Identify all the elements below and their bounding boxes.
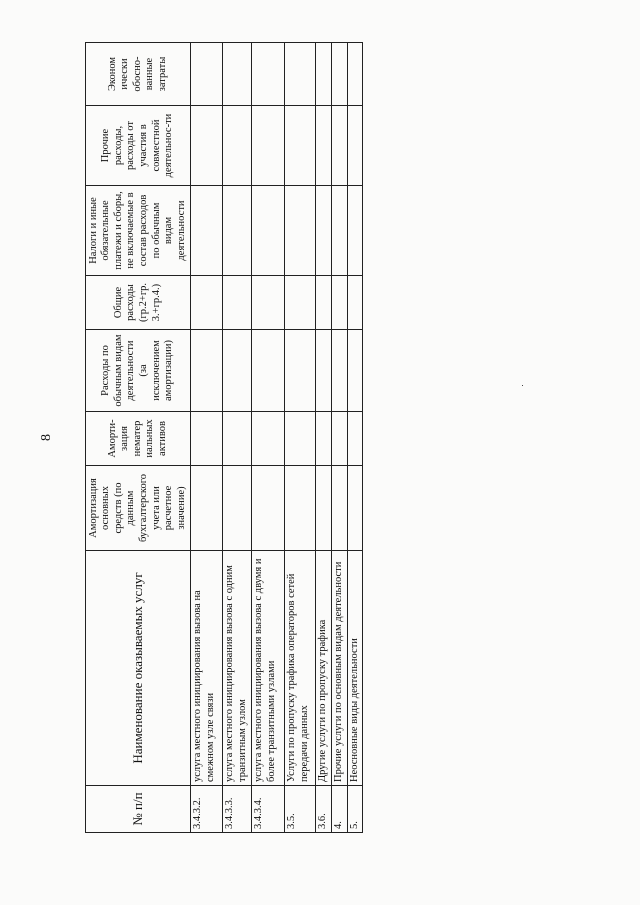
header-fixed-assets-depreciation: Амортизация основных средств (по данным бухгалтерского учета или расчетное значение) <box>86 466 191 551</box>
row-service-name: услуга местного инициирования вызова с одним транзитным узлом <box>223 551 252 786</box>
table-row <box>332 43 348 833</box>
scan-speck <box>522 385 523 386</box>
row-number: 3.6. <box>316 786 332 833</box>
table-row <box>347 43 363 833</box>
header-ordinary-expenses: Расходы по обычным видам деятельности (за исключением амортизации) <box>86 330 191 412</box>
header-justified-costs: Эконом ически обосно-ванные затраты <box>86 43 191 106</box>
row-service-name: Услуги по пропуску трафика операторов сетей передачи данных <box>285 551 316 786</box>
row-number: 3.4.3.3. <box>223 786 252 833</box>
cost-table <box>85 42 363 833</box>
table-row <box>316 43 332 833</box>
page-number: 8 <box>39 434 54 441</box>
row-number: 3.4.3.2. <box>191 786 223 833</box>
header-service-name: Наименование оказываемых услуг <box>86 551 191 786</box>
rotated-table-wrapper <box>85 43 360 833</box>
header-total-expenses: Общие расходы (гр.2+гр. 3.+гр.4.) <box>86 276 191 330</box>
table-row <box>191 43 223 833</box>
row-service-name: Другие услуги по пропуску трафика <box>316 551 332 786</box>
table-header-row <box>86 43 191 833</box>
row-number: 4. <box>332 786 348 833</box>
table-row <box>285 43 316 833</box>
row-number: 3.4.3.4. <box>252 786 285 833</box>
row-number: 3.5. <box>285 786 316 833</box>
row-service-name: услуга местного инициирования вызова на смежном узле связи <box>191 551 223 786</box>
header-taxes: Налоги и иные обязательные платежи и сборы, не включаемые в состав расходов по обычным видам деятельности <box>86 186 191 276</box>
header-number: № п/п <box>86 786 191 833</box>
row-number: 5. <box>347 786 363 833</box>
row-service-name: Неосновные виды деятельности <box>347 551 363 786</box>
table-row <box>223 43 252 833</box>
row-service-name: услуга местного инициирования вызова с двумя и более транзитными узлами <box>252 551 285 786</box>
row-service-name: Прочие услуги по основным видам деятельности <box>332 551 348 786</box>
table-row <box>252 43 285 833</box>
header-intangible-depreciation: Аморти-зация нематер иальных активов <box>86 412 191 466</box>
header-other-expenses: Прочие расходы, расходы от участия в совместной деятельнос-ти <box>86 106 191 186</box>
